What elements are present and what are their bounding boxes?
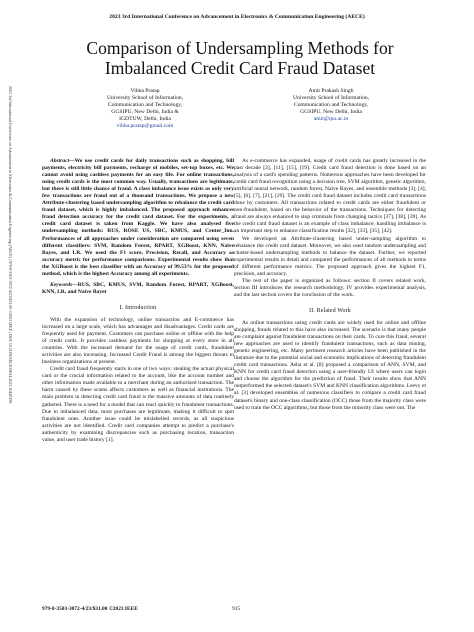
author-affiliation: Communication and Technology, xyxy=(107,102,183,108)
intro-paragraph: Credit card fraud frequently starts in one of two ways: stealing the actual physical card or the crucial information related to the account, like the account number and other information made available to a merchant during an authorized transaction. The harm caused by these scams affects customers as well as financial institutions. The main problem in detecting credit card fraud is the massive amounts of data routinely gathered. There is a need for a model that can react quickly to fraudulent transactions. Due to imbalanced data, most purchases are legitimate, making it difficult to spot fraudulent ones. Another issue could be mislabelled records, as all suspicious activities are not identified. Credit card companies attempt to predict a purchase's authenticity by examining discrepancies such as purchasing location, transaction value, and user trade history [1]. xyxy=(42,366,234,443)
copyright-footer: 979-8-3503-3072-4/23/$31.00 ©2023 IEEE xyxy=(42,606,138,612)
keywords-text: RUS, SBC, KMUS, SVM, Random Forest, RPART, XGBoost, KNN, LR, and Naive Bayet xyxy=(42,281,234,295)
keywords xyxy=(42,282,234,296)
author-affiliation: GGSIPU, New Delhi, India & xyxy=(111,109,179,115)
author-name: Vibha Pratap xyxy=(130,88,160,94)
author-block-2 xyxy=(246,88,416,123)
abstract-text: We use credit cards for daily transactions such as shopping, bill payments, electricity bill payments, recharge of mobiles, set-top boxes, etc. We cannot avoid using cashless payments for an easy life. For online transactions, using credit cards is the most common way. Usually, transactions are legitimate, but there is still little chance of fraud. A class imbalance issue exists as only very few transactions are fraud out of a thousand transactions. We propose a new Attribute-clustering based undersampling algorithm to rebalance the credit card fraud dataset, which is highly imbalanced. The proposed approach enhances fraud detection accuracy for the credit card dataset. For the experiments, a credit card dataset is taken from Kaggle. We have also analysed five undersampling methods: RUS, ROSE US, SBC, KMUS, and Center_Inn. Performances of all approaches under consideration are compared using seven different classifiers: SVM, Random Forest, RPART, XGBoost, KNN, Naive Bayes, and LR. We used the F1 score, Precision, Recall, and Accuracy as accuracy metric for performance comparisons. Experimental results show that the XGBoost is the best classifier with an Accuracy of 99.53% for the proposed method, which is the highest Accuracy among all experiments. xyxy=(42,158,234,277)
doi-line: 2023 3rd International Conference on Advancement in Electronics & Communication Engineering (AECE) | 979-8-3503-3072-4/23/$31.00 ©2023 IEEE | DOI: 10.1109/AECE59614.2023.10428199 xyxy=(8,86,13,404)
section-heading-related-work: II. Related Work xyxy=(309,307,351,314)
right-column xyxy=(234,158,426,412)
author-affiliation: University School of Information, xyxy=(106,95,184,101)
related-paragraph: As online transactions using credit cards are widely used for online and offline shopping, frauds related to this have also increased. The scenario is that many people are complaint against fraudulent transactions on their cards. To cure this fraud, several new approaches are used to identify fraudulent transactions, such as data mining, genetic engineering, etc. Many pertinent research articles have been published in the literature due to the potential social and economic implications of detecting fraudulent credit card transactions. Asha et al. [8] proposed a comparison of ANN, SVM, and KNN for credit card fraud detection using a user-friendly UI where users can login and choose the algorithm for the prediction of fraud. Their results show that ANN outperformed the selected dataset's SVM and KNN classification algorithms. Leevy et al. [3] developed ensembles of numerous classifiers to compare a credit card fraud dataset's binary and one-class classification (OCC) those from the majority class were used to train the OCC algorithms, but those from the minority class were not. The xyxy=(234,319,426,411)
abstract-lead: Abstract— xyxy=(50,158,75,164)
left-column xyxy=(42,158,234,444)
paper-title xyxy=(40,38,440,78)
page-number: 915 xyxy=(232,606,241,612)
title-line-2: Imbalanced Credit Card Fraud Dataset xyxy=(104,58,376,78)
conference-header: 2023 3rd International Conference on Advancement in Electronics & Communication Engineering (AECE) xyxy=(109,14,365,20)
body-paragraph: We developed an Attribute-clustering based under-sampling algorithm to rebalance the credit card dataset. Moreover, we also used random undersampling and cluster-based undersampling methods to balance the dataset. Further, we reported experimental results in detail and compared the performances of all methods in terms of different performance metrics. The proposed approach gives the highest F1, precision, and accuracy. xyxy=(234,235,426,277)
author-affiliation: University School of Information, xyxy=(292,95,370,101)
author-affiliation: IGDTUW, Delhi, India xyxy=(119,116,171,122)
author-email[interactable]: vibha.pratap@gmail.com xyxy=(116,123,174,129)
abstract xyxy=(42,158,234,278)
author-email[interactable]: amit@ipu.ac.in xyxy=(313,116,349,122)
author-affiliation: Communication and Technology, xyxy=(293,102,369,108)
intro-paragraph: With the expansion of technology, online transaction and E-commerce has increased on a large scale, which has advantages and disadvantages. Credit cards are frequently used for payment. Customers can purchase online or offline with the help of credit cards. It provides cashless payments for shopping at every store in all countries. With the increased demand for the usage of credit cards, fraudulent activities are also increasing. Increased Credit Fraud is among the biggest threats to business organizations at present. xyxy=(42,316,234,366)
author-affiliation: GGSIPU, New Delhi, India xyxy=(300,109,362,115)
author-block-1 xyxy=(60,88,230,130)
body-paragraph: The rest of the paper is organized as follows: section II covers related work, section III introduces the research methodology, IV provides experimental analysis, and the last section covers the conclusion of the work. xyxy=(234,277,426,298)
keywords-lead: Keywords— xyxy=(50,281,78,288)
body-paragraph: As e-commerce has expanded, usage of credit cards has greatly increased in the past decade [2], [11], [15], [19]. Credit card fraud detection is done based on an analysis of a card's spending patterns. Numerous approaches have been developed for credit card fraud recognition using a decision tree, SVM algorithm, genetic algorithm, artificial neural network, random forest, Naive Bayes, and ensemble methods [3], [4], [5], [6], [7], [21], [29]. The credit card fraud dataset includes credit card transactions done by customers. All transactions related to credit cards are either fraudulent or non-fraudulent, based on the behavior of the transactions. Techniques for detecting fraud are always enhanced to stop criminals from changing tactics [37], [38], [39]. As the credit card fraud dataset is an example of class imbalance, handling imbalance is an important step to enhance classification results [32], [33], [35], [42]. xyxy=(234,158,426,235)
side-margin-text xyxy=(4,86,13,626)
title-line-1: Comparison of Undersampling Methods for xyxy=(86,38,394,58)
section-heading-introduction: I. Introduction xyxy=(119,304,157,311)
author-name: Amit Prakash Singh xyxy=(308,88,354,94)
